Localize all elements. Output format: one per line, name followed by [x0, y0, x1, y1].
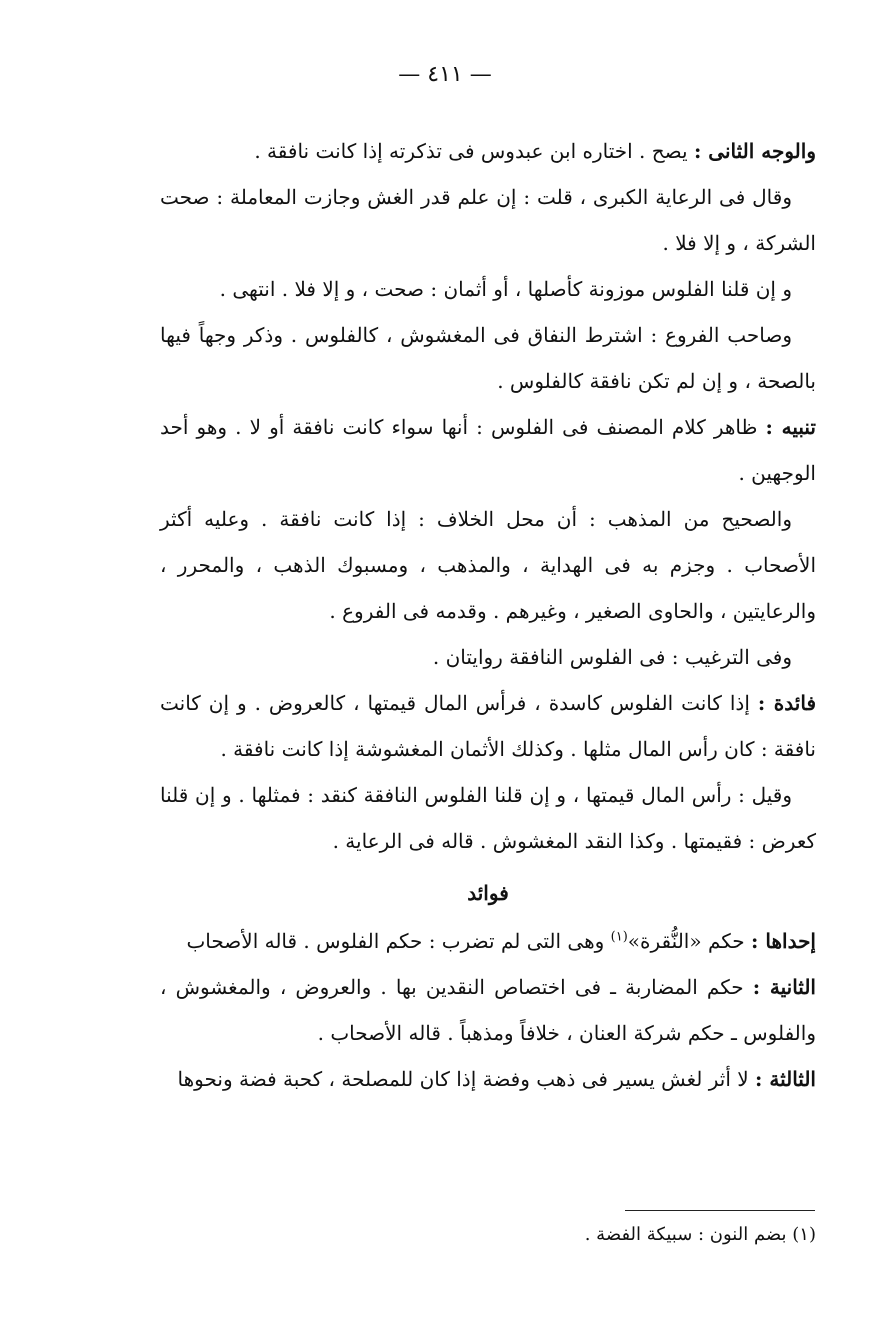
paragraph-text: ظاهر كلام المصنف فى الفلوس : أنها سواء كانت نافقة أو لا . وهو أحد الوجهين .	[160, 415, 816, 485]
faida-text: وهى التى لم تضرب : حكم الفلوس . قاله الأصحاب	[186, 929, 611, 953]
paragraph-text: و إن قلنا الفلوس موزونة كأصلها ، أو أثمان : صحت ، و إلا فلا . انتهى .	[219, 277, 792, 301]
paragraph-label: تنبيه :	[765, 415, 816, 439]
paragraph-text: وفى الترغيب : فى الفلوس النافقة روايتان .	[432, 645, 792, 669]
paragraph	[160, 634, 816, 680]
paragraph-label: والوجه الثانى :	[693, 139, 816, 163]
section-heading: فوائد	[467, 881, 509, 905]
paragraph	[160, 174, 816, 266]
faida-label: الثانية :	[752, 975, 816, 999]
paragraph	[160, 266, 816, 312]
paragraph	[160, 312, 816, 404]
paragraph-text: والصحيح من المذهب : أن محل الخلاف : إذا كانت نافقة . وعليه أكثر الأصحاب . وجزم به فى الهداية ، والمذهب ، ومسبوك الذهب ، والمحرر ، والرعايتين ، والحاوى الصغير ، وغيرهم . وقدمه فى الفروع .	[160, 507, 816, 623]
paragraph	[160, 128, 816, 174]
page-body	[160, 128, 816, 1102]
footnote-reference: (١)	[610, 929, 628, 945]
faida-item	[160, 918, 816, 964]
faida-label: الثالثة :	[755, 1067, 816, 1091]
faida-item	[160, 1056, 816, 1102]
paragraph	[160, 496, 816, 634]
footnote-divider	[625, 1210, 815, 1211]
paragraph	[160, 680, 816, 772]
paragraph-text: وقال فى الرعاية الكبرى ، قلت : إن علم قدر الغش وجازت المعاملة : صحت الشركة ، و إلا فلا .	[160, 185, 816, 255]
faida-label: إحداها :	[751, 929, 816, 953]
paragraph-text: يصح . اختاره ابن عبدوس فى تذكرته إذا كانت نافقة .	[254, 139, 694, 163]
faida-text: لا أثر لغش يسير فى ذهب وفضة إذا كان للمصلحة ، كحبة فضة ونحوها	[177, 1067, 756, 1091]
faida-text: حكم «النُّقرة»	[627, 929, 752, 953]
paragraph	[160, 772, 816, 864]
page-number: — ٤١١ —	[398, 62, 492, 87]
paragraph-text: إذا كانت الفلوس كاسدة ، فرأس المال قيمتها ، كالعروض . و إن كانت نافقة : كان رأس المال مثلها . وكذلك الأثمان المغشوشة إذا كانت نافقة .	[160, 691, 816, 761]
paragraph-label: فائدة :	[757, 691, 817, 715]
paragraph	[160, 404, 816, 496]
footnote: (١) بضم النون : سبيكة الفضة .	[584, 1224, 816, 1245]
paragraph-text: وصاحب الفروع : اشترط النفاق فى المغشوش ، كالفلوس . وذكر وجهاً فيها بالصحة ، و إن لم تكن نافقة كالفلوس .	[160, 323, 816, 393]
paragraph-text: وقيل : رأس المال قيمتها ، و إن قلنا الفلوس النافقة كنقد : فمثلها . و إن قلنا كعرض : فقيمتها . وكذا النقد المغشوش . قاله فى الرعاية .	[160, 783, 816, 853]
faida-item	[160, 964, 816, 1056]
faida-text: حكم المضاربة ـ فى اختصاص النقدين بها . والعروض ، والمغشوش ، والفلوس ـ حكم شركة العنان ، خلافاً ومذهباً . قاله الأصحاب .	[160, 975, 816, 1045]
